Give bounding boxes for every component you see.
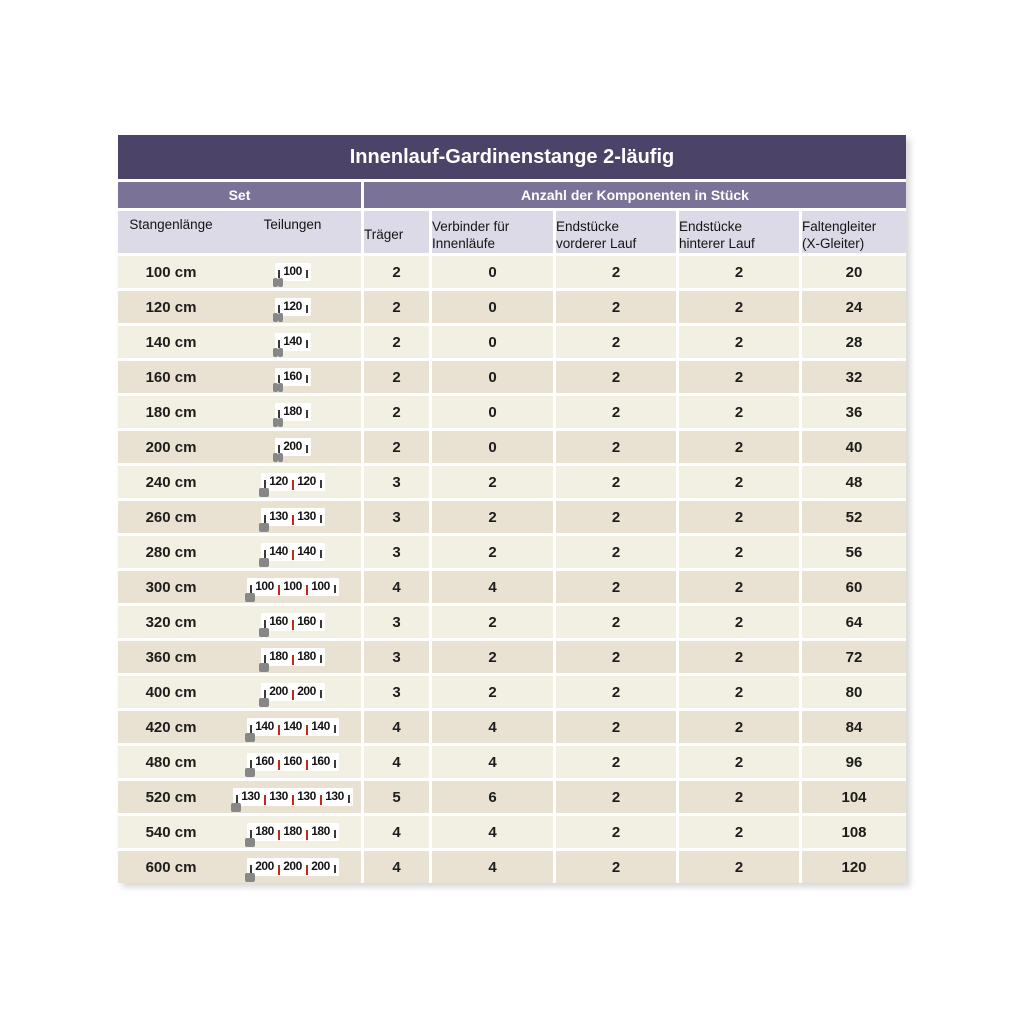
segment-length-label: 130 [297,509,316,523]
rod-length-value: 480 cm [145,753,197,771]
traeger-value: 2 [364,326,429,358]
rod-length-value: 400 cm [145,683,197,701]
rod-segments-icon [247,858,339,876]
verbinder-value: 6 [432,781,553,813]
endstuecke-vorne-value: 2 [556,571,676,603]
segment-length-label: 140 [283,334,302,348]
faltengleiter-value: 32 [802,361,906,393]
endstuecke-hinten-value: 2 [679,606,799,638]
rod-diagram-icon [224,543,361,561]
rod-diagram-icon [224,368,361,386]
segment-length-label: 180 [283,404,302,418]
group-header-set-label: Set [228,187,251,203]
segment-length-label: 140 [269,544,288,558]
rod-end-cap [278,278,283,287]
segment-end-tick-icon [320,620,322,628]
length-and-diagram-cell [118,536,361,568]
verbinder-value: 2 [432,501,553,533]
endstuecke-vorne-value: 2 [556,606,676,638]
column-header-verbinder-line2: Innenläufe [432,235,496,251]
segment-length-label: 160 [269,614,288,628]
segment-end-tick-icon [334,585,336,593]
column-header-endstuecke-vorne-line1: Endstücke [556,218,620,234]
verbinder-value: 4 [432,816,553,848]
endstuecke-vorne-value: 2 [556,851,676,883]
rod-segments-icon [261,508,325,526]
endstuecke-vorne-value: 2 [556,291,676,323]
rod-diagram-icon [224,263,361,281]
rod-end-cap [245,593,250,602]
length-and-diagram-cell [118,291,361,323]
table-title-text: Innenlauf-Gardinenstange 2-läufig [349,145,675,168]
rod-end-cap [245,733,250,742]
traeger-value: 3 [364,606,429,638]
segment-length-label: 180 [311,824,330,838]
rod-end-cap [273,418,278,427]
endstuecke-hinten-value: 2 [679,571,799,603]
segment-end-tick-icon [320,480,322,488]
column-header-stangenlaenge: Stangenlänge [129,217,213,232]
rod-segments-icon [275,298,311,316]
traeger-value: 2 [364,256,429,288]
traeger-value: 2 [364,431,429,463]
traeger-value: 4 [364,746,429,778]
segment-end-tick-icon [348,795,350,803]
segment-length-label: 120 [269,474,288,488]
rod-end-cap [278,383,283,392]
column-header-faltengleiter-line1: Faltengleiter [802,218,877,234]
rod-segments-icon [261,613,325,631]
length-and-diagram-cell [118,431,361,463]
faltengleiter-value: 104 [802,781,906,813]
rod-end-cap [278,313,283,322]
traeger-value: 4 [364,571,429,603]
rod-end-cap [273,278,278,287]
rod-diagram-icon [224,508,361,526]
rod-segments-icon [247,578,339,596]
rod-segments-icon [261,543,325,561]
segment-length-label: 180 [269,649,288,663]
rod-diagram-icon [224,333,361,351]
endstuecke-vorne-value: 2 [556,256,676,288]
endstuecke-vorne-value: 2 [556,466,676,498]
faltengleiter-value: 120 [802,851,906,883]
segment-length-label: 120 [283,299,302,313]
rod-length-value: 300 cm [145,578,197,596]
endstuecke-hinten-value: 2 [679,256,799,288]
group-header-components [364,182,906,208]
length-and-diagram-cell [118,326,361,358]
verbinder-value: 0 [432,326,553,358]
segment-length-label: 180 [297,649,316,663]
endstuecke-vorne-value: 2 [556,396,676,428]
segment-length-label: 100 [255,579,274,593]
segment-end-tick-icon [334,865,336,873]
length-and-diagram-cell [118,606,361,638]
segment-end-tick-icon [320,655,322,663]
endstuecke-hinten-value: 2 [679,676,799,708]
rod-end-cap [245,768,250,777]
length-and-diagram-cell [118,816,361,848]
table-title [118,135,906,179]
traeger-value: 5 [364,781,429,813]
verbinder-value: 2 [432,466,553,498]
length-and-diagram-cell [118,396,361,428]
column-header-endstuecke-vorne [556,211,676,253]
column-header-verbinder [432,211,553,253]
rod-end-cap [259,523,264,532]
faltengleiter-value: 80 [802,676,906,708]
segment-length-label: 200 [297,684,316,698]
endstuecke-hinten-value: 2 [679,396,799,428]
endstuecke-hinten-value: 2 [679,851,799,883]
endstuecke-vorne-value: 2 [556,641,676,673]
rod-diagram-icon [224,438,361,456]
segment-end-tick-icon [306,305,308,313]
rod-diagram-icon [224,683,361,701]
endstuecke-hinten-value: 2 [679,781,799,813]
rod-length-value: 320 cm [145,613,197,631]
rod-end-cap [273,453,278,462]
segment-length-label: 140 [297,544,316,558]
segment-length-label: 200 [269,684,288,698]
segment-end-tick-icon [306,375,308,383]
column-header-teilungen: Teilungen [263,217,322,232]
rod-end-cap [259,558,264,567]
traeger-value: 2 [364,396,429,428]
endstuecke-hinten-value: 2 [679,641,799,673]
column-header-faltengleiter [802,211,906,253]
endstuecke-vorne-value: 2 [556,816,676,848]
column-header-endstuecke-hinten [679,211,799,253]
segment-length-label: 160 [283,754,302,768]
rod-end-cap [273,313,278,322]
column-header-verbinder-line1: Verbinder für [432,218,510,234]
segment-end-tick-icon [320,515,322,523]
rod-length-value: 160 cm [145,368,197,386]
segment-length-label: 160 [311,754,330,768]
verbinder-value: 0 [432,361,553,393]
rod-segments-icon [275,403,311,421]
endstuecke-vorne-value: 2 [556,501,676,533]
segment-end-tick-icon [306,410,308,418]
rod-end-cap [278,348,283,357]
rod-end-cap [273,348,278,357]
segment-end-tick-icon [334,725,336,733]
rod-segments-icon [247,718,339,736]
segment-end-tick-icon [320,550,322,558]
endstuecke-vorne-value: 2 [556,781,676,813]
segment-length-label: 140 [255,719,274,733]
traeger-value: 4 [364,711,429,743]
endstuecke-hinten-value: 2 [679,816,799,848]
traeger-value: 4 [364,851,429,883]
segment-length-label: 180 [283,824,302,838]
faltengleiter-value: 96 [802,746,906,778]
segment-end-tick-icon [306,445,308,453]
rod-length-value: 260 cm [145,508,197,526]
rod-end-cap [278,453,283,462]
segment-length-label: 160 [283,369,302,383]
segment-end-tick-icon [320,690,322,698]
rod-length-value: 140 cm [145,333,197,351]
endstuecke-vorne-value: 2 [556,361,676,393]
length-and-diagram-cell [118,711,361,743]
endstuecke-hinten-value: 2 [679,326,799,358]
faltengleiter-value: 24 [802,291,906,323]
rod-end-cap [259,628,264,637]
endstuecke-vorne-value: 2 [556,676,676,708]
verbinder-value: 0 [432,396,553,428]
rod-length-value: 120 cm [145,298,197,316]
spec-table [118,135,906,883]
column-header-traeger [364,211,429,253]
rod-diagram-icon [224,648,361,666]
faltengleiter-value: 28 [802,326,906,358]
rod-end-cap [259,663,264,672]
endstuecke-hinten-value: 2 [679,431,799,463]
rod-segments-icon [261,473,325,491]
segment-length-label: 130 [269,509,288,523]
rod-segments-icon [233,788,353,806]
rod-diagram-icon [224,753,361,771]
rod-segments-icon [275,263,311,281]
faltengleiter-value: 20 [802,256,906,288]
length-and-diagram-cell [118,501,361,533]
segment-end-tick-icon [306,270,308,278]
faltengleiter-value: 72 [802,641,906,673]
segment-length-label: 160 [255,754,274,768]
segment-length-label: 160 [297,614,316,628]
rod-diagram-icon [224,403,361,421]
rod-segments-icon [275,438,311,456]
segment-end-tick-icon [306,340,308,348]
segment-length-label: 180 [255,824,274,838]
traeger-value: 3 [364,466,429,498]
length-and-diagram-cell [118,746,361,778]
column-header-traeger-label: Träger [364,227,404,242]
length-and-diagram-cell [118,466,361,498]
rod-length-value: 240 cm [145,473,197,491]
endstuecke-hinten-value: 2 [679,536,799,568]
segment-length-label: 120 [297,474,316,488]
verbinder-value: 2 [432,676,553,708]
column-header-endstuecke-hinten-line2: hinterer Lauf [679,235,755,251]
column-header-endstuecke-vorne-line2: vorderer Lauf [556,235,637,251]
rod-length-value: 520 cm [145,788,197,806]
length-and-diagram-cell [118,851,361,883]
endstuecke-vorne-value: 2 [556,326,676,358]
segment-end-tick-icon [334,830,336,838]
rod-length-value: 200 cm [145,438,197,456]
segment-length-label: 200 [255,859,274,873]
faltengleiter-value: 64 [802,606,906,638]
rod-segments-icon [275,333,311,351]
faltengleiter-value: 48 [802,466,906,498]
faltengleiter-value: 108 [802,816,906,848]
endstuecke-vorne-value: 2 [556,536,676,568]
segment-length-label: 200 [311,859,330,873]
verbinder-value: 2 [432,536,553,568]
segment-length-label: 130 [325,789,344,803]
verbinder-value: 4 [432,711,553,743]
verbinder-value: 2 [432,606,553,638]
verbinder-value: 0 [432,291,553,323]
faltengleiter-value: 40 [802,431,906,463]
rod-end-cap [245,873,250,882]
traeger-value: 3 [364,501,429,533]
rod-end-cap [273,383,278,392]
endstuecke-vorne-value: 2 [556,746,676,778]
rod-segments-icon [261,683,325,701]
rod-diagram-icon [224,858,361,876]
length-and-diagram-cell [118,641,361,673]
rod-end-cap [259,488,264,497]
faltengleiter-value: 84 [802,711,906,743]
rod-diagram-icon [224,823,361,841]
group-header-components-label: Anzahl der Komponenten in Stück [521,187,749,203]
verbinder-value: 4 [432,571,553,603]
length-and-diagram-cell [118,676,361,708]
segment-length-label: 140 [311,719,330,733]
rod-length-value: 360 cm [145,648,197,666]
endstuecke-hinten-value: 2 [679,711,799,743]
column-header-faltengleiter-line2: (X-Gleiter) [802,235,865,251]
rod-diagram-icon [224,298,361,316]
traeger-value: 3 [364,641,429,673]
rod-diagram-icon [224,788,361,806]
endstuecke-vorne-value: 2 [556,711,676,743]
rod-diagram-icon [224,718,361,736]
length-and-diagram-cell [118,781,361,813]
endstuecke-hinten-value: 2 [679,746,799,778]
segment-length-label: 100 [283,264,302,278]
group-header-set [118,182,361,208]
faltengleiter-value: 36 [802,396,906,428]
column-header-endstuecke-hinten-line1: Endstücke [679,218,743,234]
verbinder-value: 0 [432,256,553,288]
segment-end-tick-icon [334,760,336,768]
rod-diagram-icon [224,578,361,596]
segment-length-label: 130 [269,789,288,803]
segment-length-label: 200 [283,439,302,453]
rod-length-value: 420 cm [145,718,197,736]
segment-length-label: 130 [241,789,260,803]
segment-length-label: 130 [297,789,316,803]
endstuecke-hinten-value: 2 [679,501,799,533]
endstuecke-hinten-value: 2 [679,466,799,498]
faltengleiter-value: 60 [802,571,906,603]
endstuecke-hinten-value: 2 [679,291,799,323]
rod-diagram-icon [224,613,361,631]
rod-end-cap [278,418,283,427]
rod-length-value: 280 cm [145,543,197,561]
traeger-value: 4 [364,816,429,848]
segment-length-label: 140 [283,719,302,733]
traeger-value: 3 [364,536,429,568]
rod-segments-icon [247,823,339,841]
rod-diagram-icon [224,473,361,491]
rod-end-cap [231,803,236,812]
segment-length-label: 100 [311,579,330,593]
length-and-diagram-cell [118,256,361,288]
traeger-value: 3 [364,676,429,708]
traeger-value: 2 [364,291,429,323]
length-and-diagram-cell [118,361,361,393]
endstuecke-hinten-value: 2 [679,361,799,393]
segment-length-label: 100 [283,579,302,593]
verbinder-value: 0 [432,431,553,463]
verbinder-value: 2 [432,641,553,673]
faltengleiter-value: 52 [802,501,906,533]
endstuecke-vorne-value: 2 [556,431,676,463]
rod-end-cap [259,698,264,707]
traeger-value: 2 [364,361,429,393]
verbinder-value: 4 [432,851,553,883]
segment-length-label: 200 [283,859,302,873]
length-and-diagram-cell [118,571,361,603]
rod-length-value: 180 cm [145,403,197,421]
verbinder-value: 4 [432,746,553,778]
rod-segments-icon [247,753,339,771]
rod-length-value: 540 cm [145,823,197,841]
rod-end-cap [245,838,250,847]
faltengleiter-value: 56 [802,536,906,568]
rod-segments-icon [275,368,311,386]
rod-length-value: 600 cm [145,858,197,876]
rod-segments-icon [261,648,325,666]
rod-length-value: 100 cm [145,263,197,281]
column-header-set [118,211,361,253]
